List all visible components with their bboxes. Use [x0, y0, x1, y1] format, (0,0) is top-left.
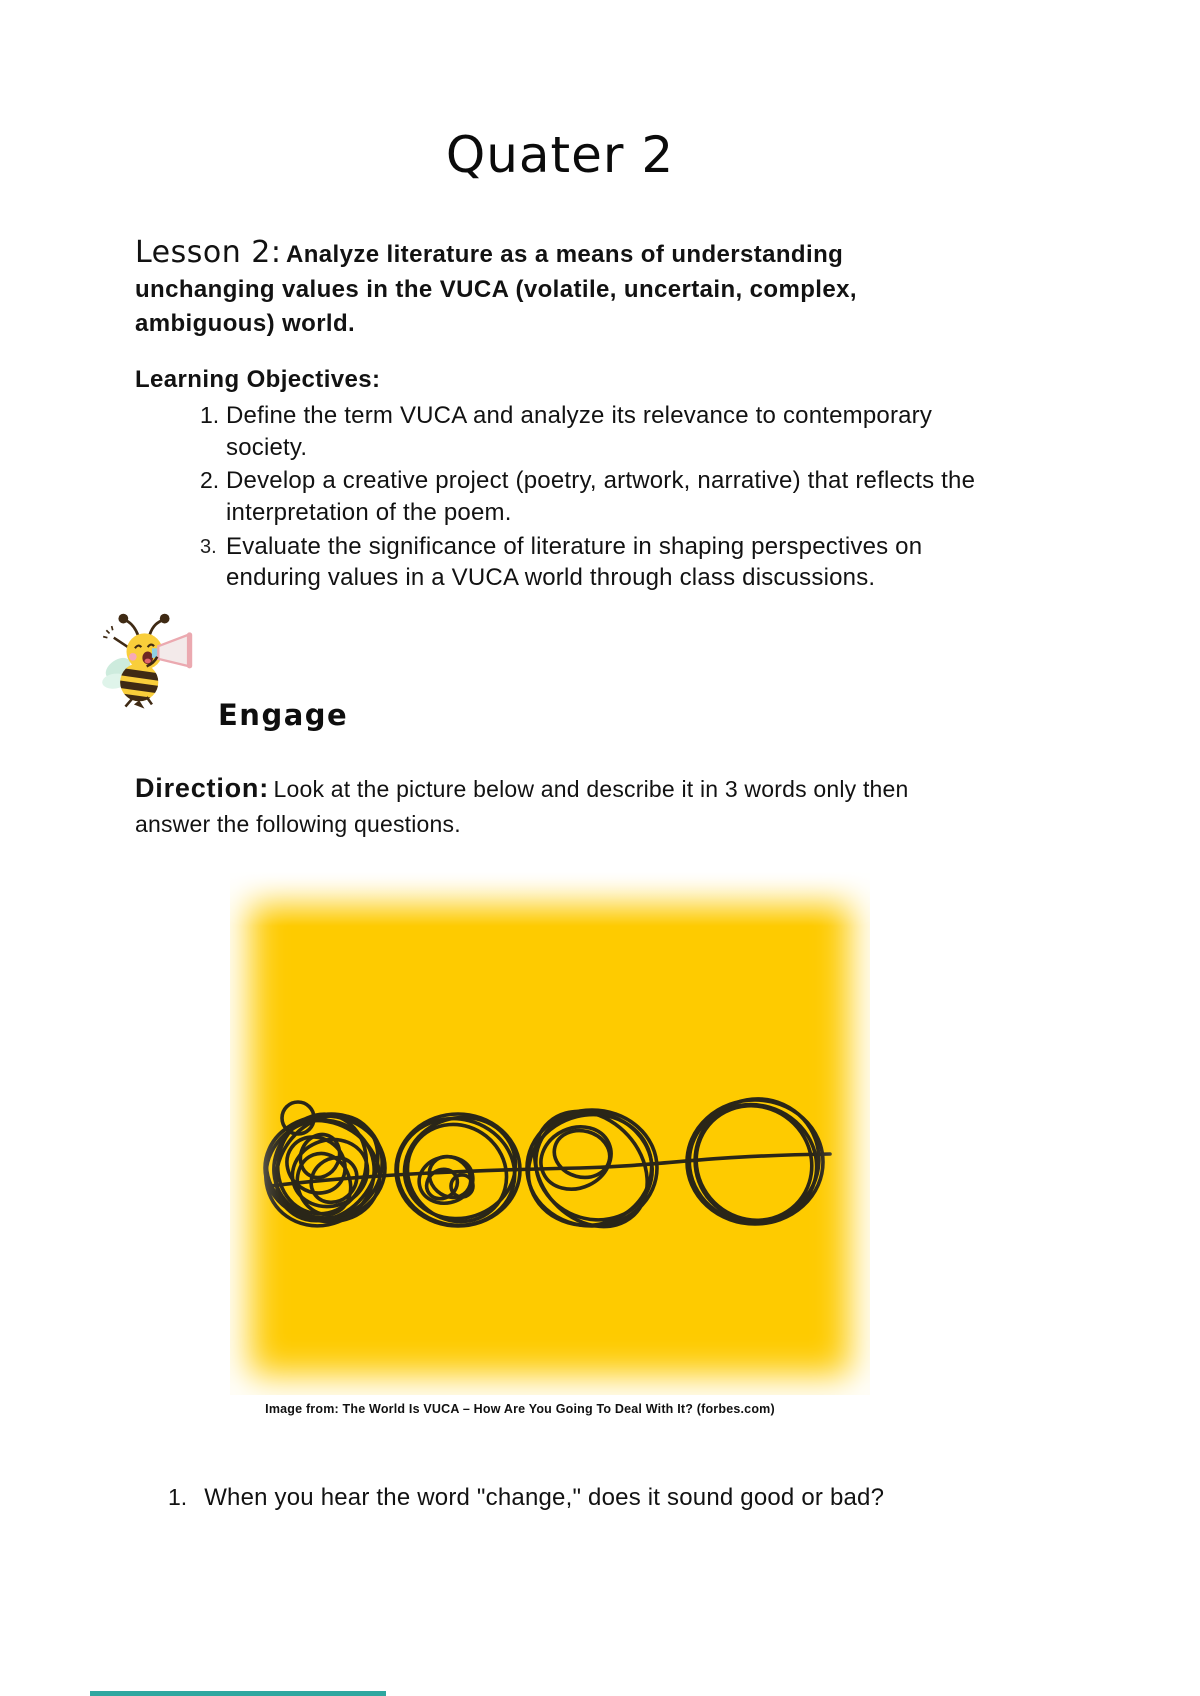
- image-caption: Image from: The World Is VUCA – How Are You Going To Deal With It? (forbes.com): [265, 1402, 775, 1416]
- objective-number: 3.: [200, 535, 217, 558]
- lesson-heading: [135, 232, 915, 340]
- objective-item: [200, 400, 1035, 463]
- objectives-list: [135, 400, 1035, 594]
- page-title: Quater 2: [445, 126, 675, 184]
- lesson-text: Analyze literature as a means of understanding unchanging values in the VUCA (volatile, uncertain, complex, ambiguous) world.: [135, 241, 857, 337]
- direction-paragraph: [135, 770, 915, 840]
- objective-number: 1.: [200, 402, 220, 428]
- vuca-scribble-progression-image: [230, 868, 870, 1395]
- question-item: [168, 1484, 1104, 1512]
- question-number: 1.: [168, 1484, 188, 1510]
- question-text: When you hear the word "change," does it sound good or bad?: [204, 1484, 885, 1511]
- objective-item: [200, 465, 1035, 528]
- learning-objectives-section: [135, 366, 1035, 596]
- objective-number: 2.: [200, 467, 220, 494]
- bottom-divider: [90, 1691, 386, 1696]
- direction-text: Look at the picture below and describe it in 3 words only then answer the following questions.: [135, 776, 909, 837]
- lesson-label: Lesson 2:: [135, 235, 282, 270]
- objective-text: Define the term VUCA and analyze its relevance to contemporary society.: [226, 402, 933, 461]
- objective-item: [200, 531, 1035, 594]
- scribble-1: [246, 1095, 401, 1246]
- direction-label: Direction:: [135, 773, 270, 803]
- objective-text: Develop a creative project (poetry, artwork, narrative) that reflects the interpretation of the poem.: [226, 467, 976, 527]
- objective-text: Evaluate the significance of literature in shaping perspectives on enduring values in a VUCA world through class discussions.: [226, 532, 923, 592]
- bee-with-megaphone-icon: [100, 608, 206, 708]
- scribble-4: [673, 1081, 836, 1243]
- objectives-heading: Learning Objectives:: [135, 366, 381, 393]
- engage-heading: Engage: [218, 698, 349, 732]
